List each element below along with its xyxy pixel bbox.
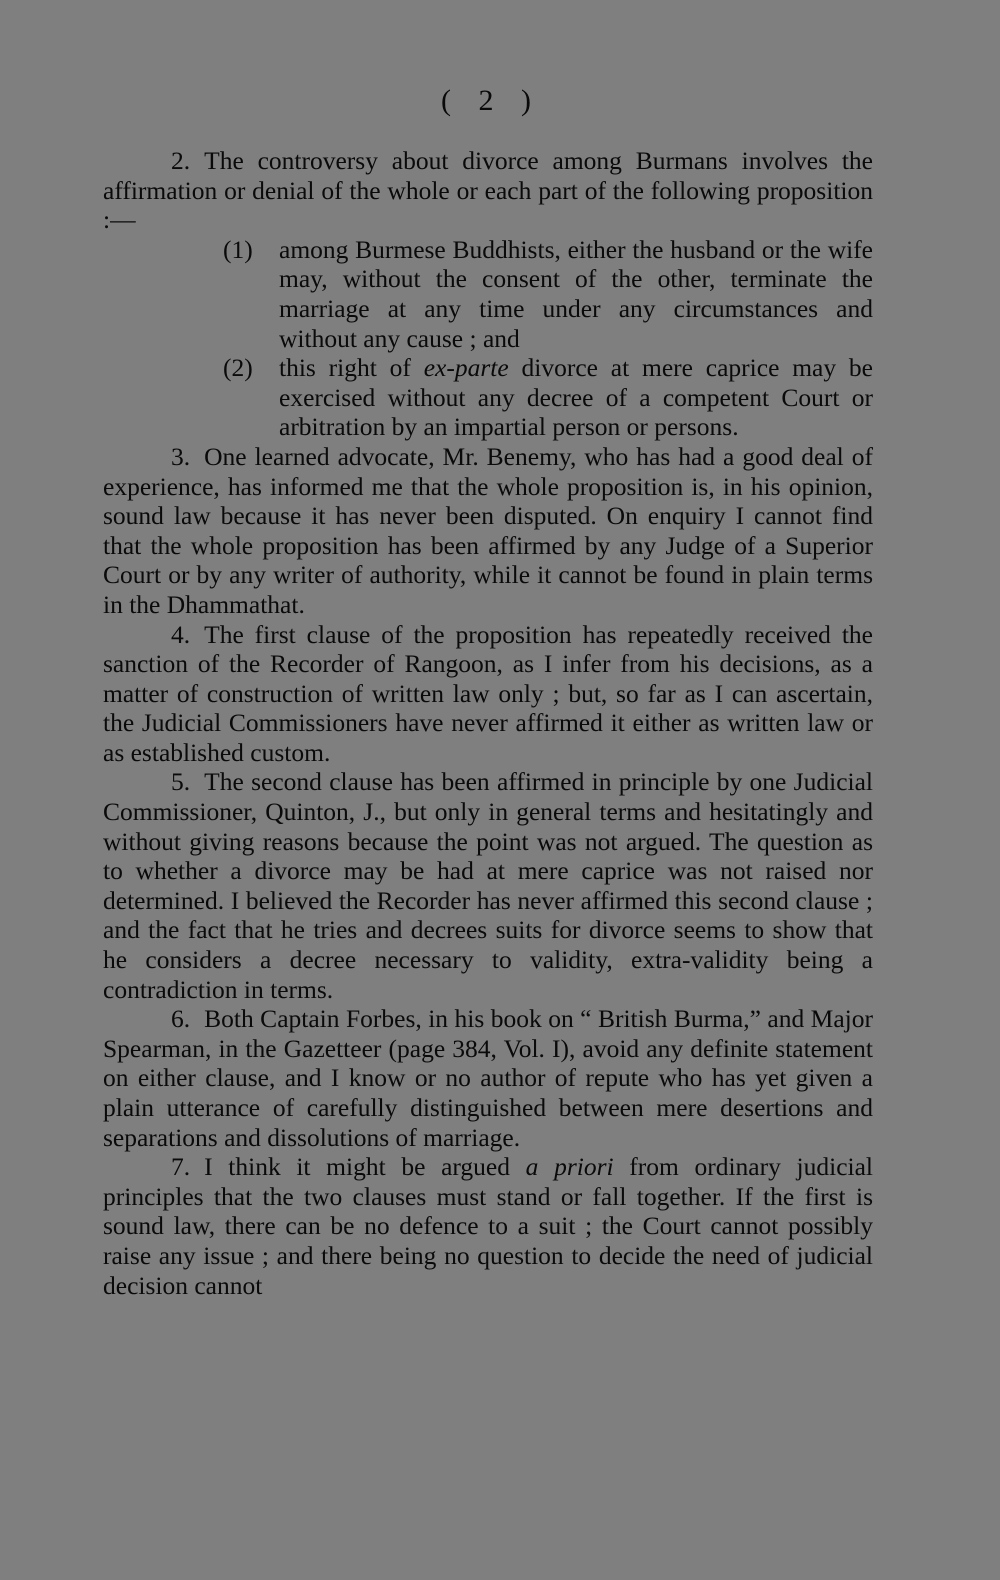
paragraph-number: 7. [171,1152,191,1182]
paragraph-text: Both Captain Forbes, in his book on “ British Burma,” and Major Spearman, in the Gazetteer (page 384, Vol. I), avoid any definite statement on either clause, and I know or no author of repute who has yet given a plain utterance of carefully distinguished between mere desertions and separations and dissolutions of marriage. [103,1004,873,1152]
paragraph-4 [103,620,873,768]
page-number: ( 2 ) [441,84,541,117]
clause-number: (2) [223,353,253,383]
paragraph-text: from ordinary judicial principles that the two clauses must stand or fall together. If the first is sound law, there can be no defence to a suit ; the Court cannot possibly raise any issue ; and there being no question to decide the need of judicial decision cannot [103,1152,873,1300]
paragraph-2 [103,146,873,235]
clause-number: (1) [223,234,253,264]
paragraph-3 [103,442,873,620]
clause-1 [223,234,873,353]
clause-text: this right of [279,353,424,383]
paragraph-number: 6. [171,1004,191,1034]
italic-term: ex-parte [423,353,509,383]
italic-term: a priori [525,1152,614,1182]
paragraph-text: I think it might be argued [204,1152,526,1182]
clause-text: divorce at mere caprice may be exercised without any decree of a competent Court or arbitration by an impartial person or persons. [279,353,874,442]
paragraph-text: The controversy about divorce among Burmans involves the affirmation or denial of the whole or each part of the following proposition :— [103,146,873,235]
paragraph-6 [103,1004,873,1152]
paragraph-number: 2. [171,146,191,175]
paragraph-number: 4. [171,619,191,649]
paragraph-5 [103,767,873,1004]
clause-2 [223,353,874,442]
paragraph-number: 3. [171,441,191,471]
paragraph-number: 5. [171,767,191,797]
paragraph-7 [103,1152,873,1300]
clause-text: among Burmese Buddhists, either the husband or the wife may, without the consent of the other, terminate the marriage at any time under any circumstances and without any cause ; and [279,234,873,353]
body-text [103,146,873,1300]
paragraph-text: The first clause of the proposition has repeatedly received the sanction of the Recorder of Rangoon, as I infer from his decisions, as a matter of construction of written law only ; but, so far as I can ascertain, the Judicial Commissioners have never affirmed it either as written law or as established custom. [103,619,873,767]
paragraph-text: One learned advocate, Mr. Benemy, who has had a good deal of experience, has informed me that the whole proposition is, in his opinion, sound law because it has never been disputed. On enquiry I cannot find that the whole proposition has been affirmed by any Judge of a Superior Court or by any writer of authority, while it cannot be found in plain terms in the Dhammathat. [103,441,873,619]
paragraph-text: The second clause has been affirmed in principle by one Judicial Commissioner, Quinton, J., but only in general terms and hesitatingly and without giving reasons because the point was not argued. The question as to whether a divorce may be had at mere caprice was not raised nor determined. I believed the Recorder has never affirmed this second clause ; and the fact that he tries and decrees suits for divorce seems to show that he considers a decree necessary to validity, extra-validity being a contradiction in terms. [103,767,873,1004]
